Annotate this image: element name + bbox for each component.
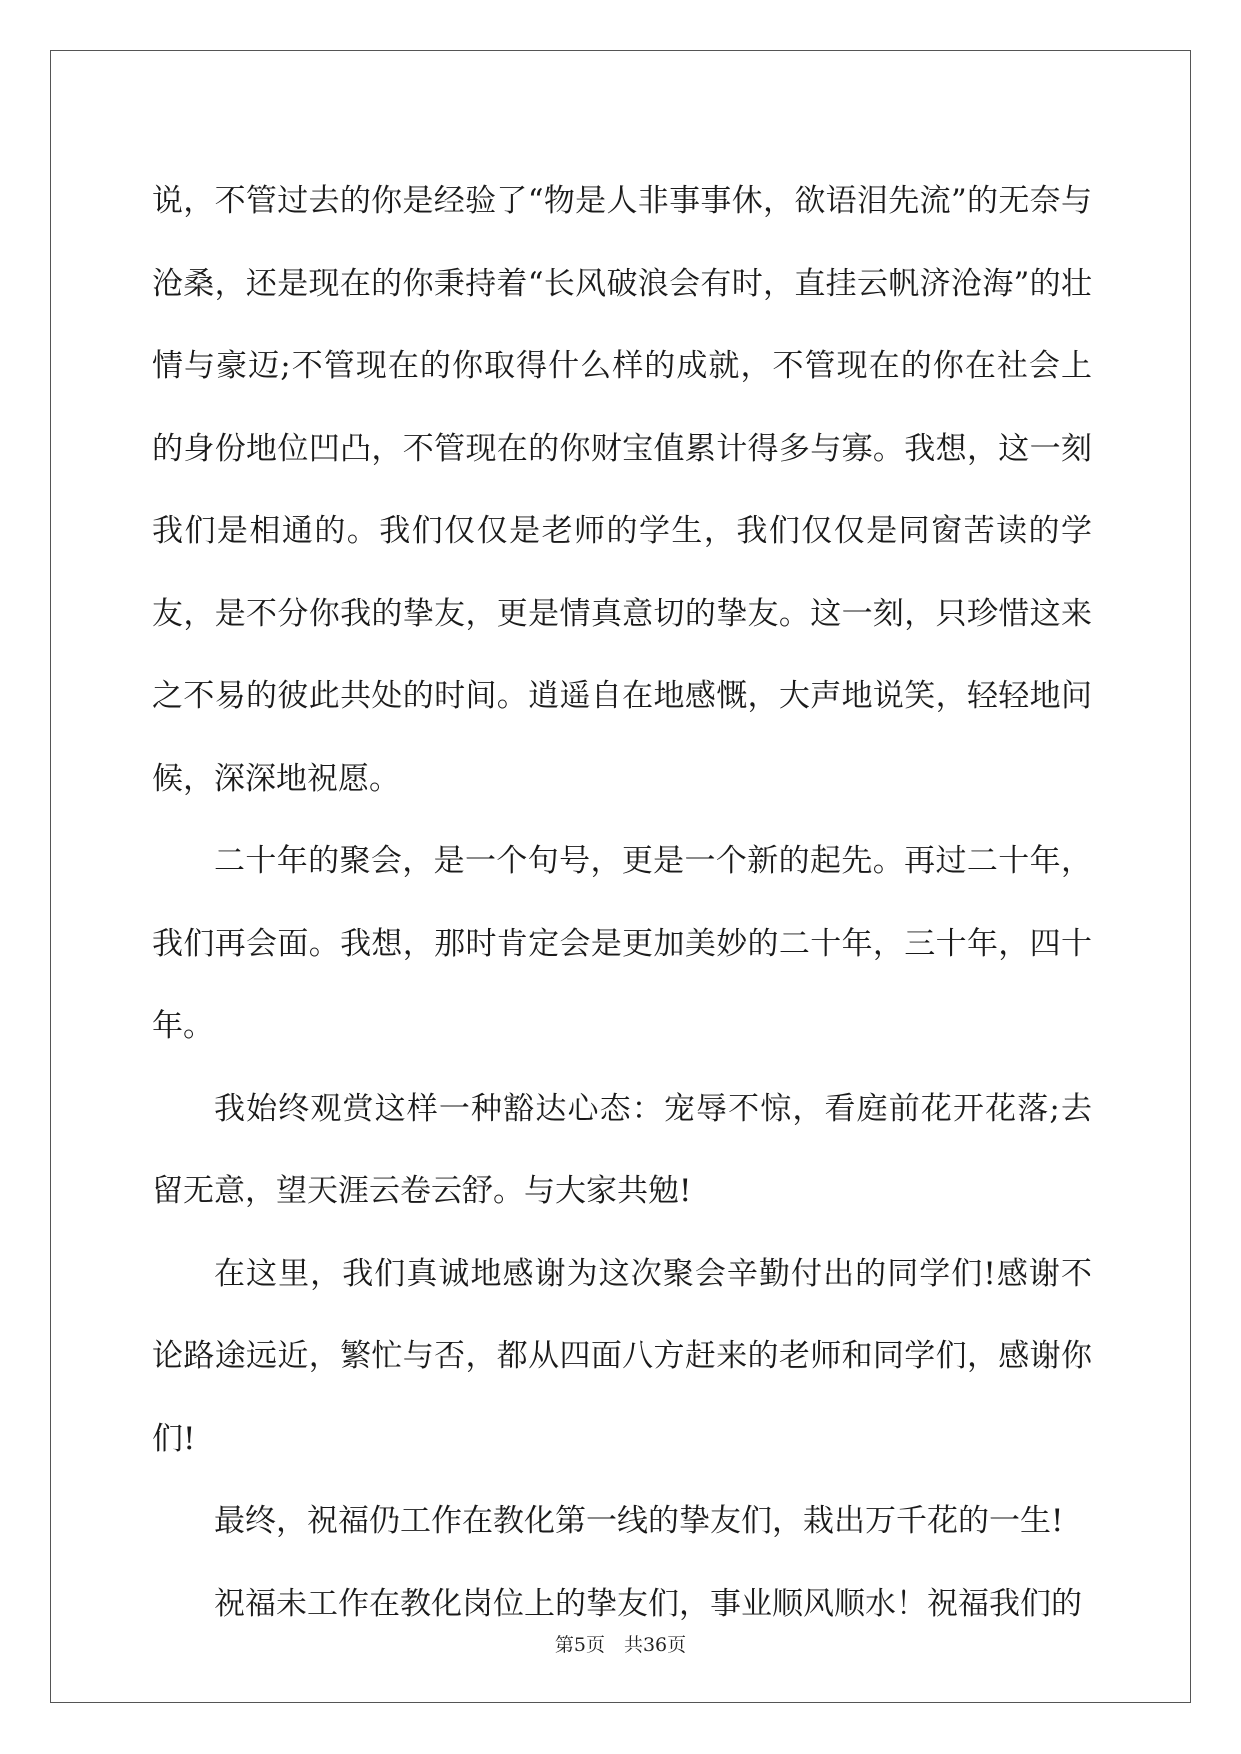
paragraph-5: 最终，祝福仍工作在教化第一线的挚友们，栽出万千花的一生!: [214, 1503, 1064, 1539]
paragraph-6: 祝福未工作在教化岗位上的挚友们，事业顺风顺水！祝福我们的: [214, 1585, 1082, 1622]
page-number-footer: 第5页 共36页: [554, 1634, 687, 1656]
document-body: [152, 160, 1092, 1645]
paragraph-2: 二十年的聚会，是一个句号，更是一个新的起先。再过二十年，我们再会面。我想，那时肯定会是更加美妙的二十年，三十年，四十年。: [152, 843, 1092, 1044]
paragraph-1: 说，不管过去的你是经验了“物是人非事事休，欲语泪先流”的无奈与沧桑，还是现在的你秉持着“长风破浪会有时，直挂云帆济沧海”的壮情与豪迈;不管现在的你取得什么样的成就，不管现在的你在社会上的身份地位凹凸，不管现在的你财宝值累计得多与寡。我想，这一刻我们是相通的。我们仅仅是老师的学生，我们仅仅是同窗苦读的学友，是不分你我的挚友，更是情真意切的挚友。这一刻，只珍惜这来之不易的彼此共处的时间。逍遥自在地感慨，大声地说笑，轻轻地问候，深深地祝愿。: [152, 183, 1092, 797]
paragraph-3: 我始终观赏这样一种豁达心态：宠辱不惊，看庭前花开花落;去留无意，望天涯云卷云舒。与大家共勉!: [152, 1090, 1092, 1209]
paragraph-4: 在这里，我们真诚地感谢为这次聚会辛勤付出的同学们!感谢不论路途远近，繁忙与否，都从四面八方赶来的老师和同学们，感谢你们!: [152, 1255, 1092, 1457]
